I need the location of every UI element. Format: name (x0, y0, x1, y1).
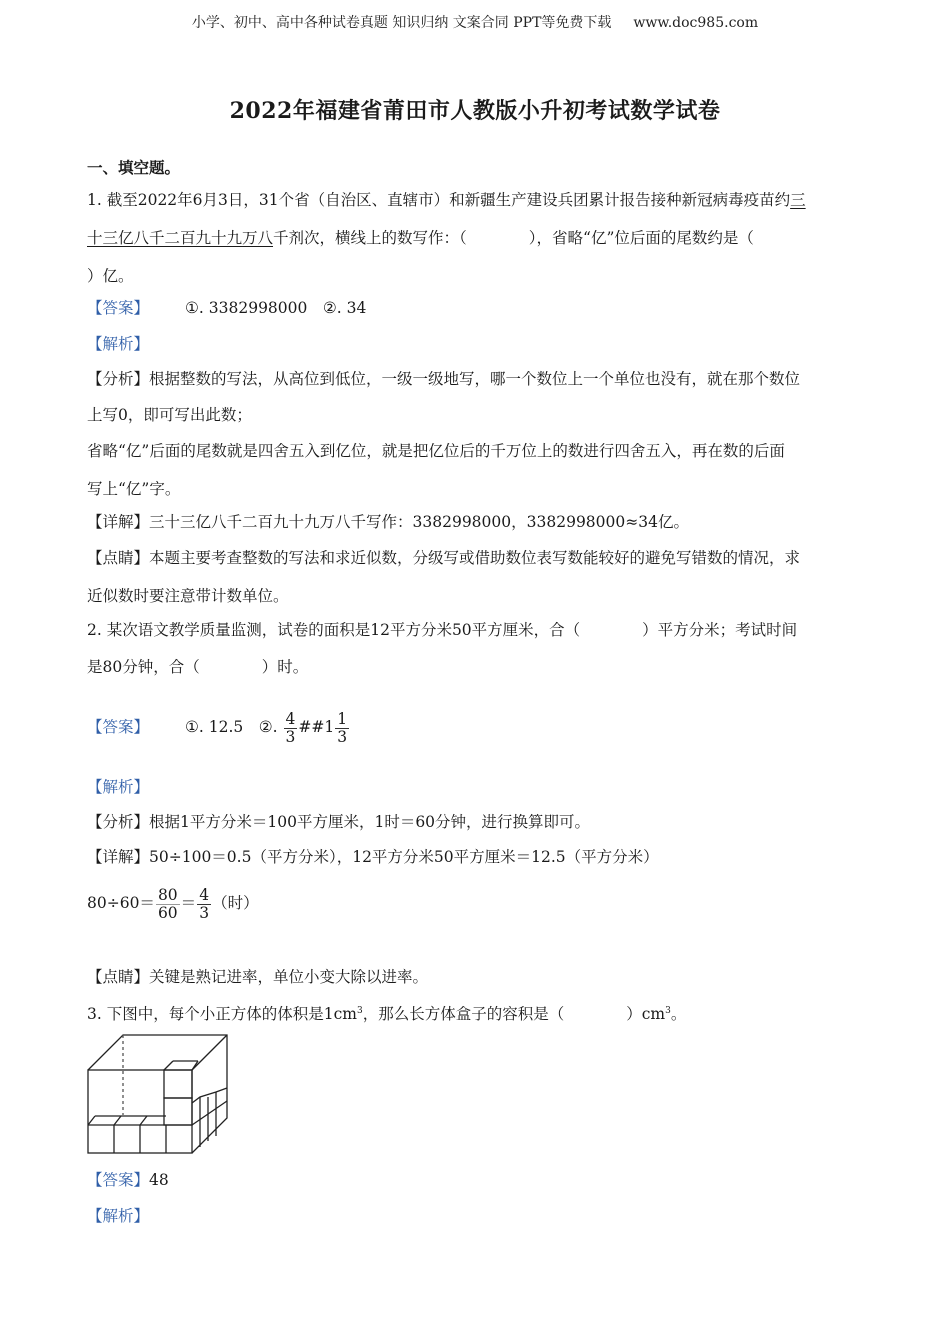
section-heading: 一、填空题。 (87, 158, 181, 177)
q2-fenxi: 【分析】根据1平方分米＝100平方厘米，1时＝60分钟，进行换算即可。 (87, 813, 591, 831)
q1-answer: 【答案】 ①. 3382998000 ②. 34 (87, 299, 367, 317)
q2-detail: 【详解】50÷100＝0.5（平方分米），12平方分米50平方厘米＝12.5（平方分米） (87, 848, 659, 866)
q2-answer: 【答案】 ①. 12.5 ②. $\frac{4}{3}$ ##1 $\frac{1}{3}$ (87, 710, 348, 746)
q1-fenxi-3: 省略“亿”后面的尾数就是四舍五入到亿位，就是把亿位后的千万位上的数进行四舍五入，再在数的后面 (87, 442, 785, 460)
q1-fenxi-1: 【分析】根据整数的写法，从高位到低位，一级一级地写，哪一个数位上一个单位也没有，就在那个数位 (87, 370, 801, 388)
calc-fraction-4-3: $\frac{4}{3}$ (199, 886, 210, 922)
q3-line1: 3. 下图中，每个小正方体的体积是$1cm^3$，那么长方体盒子的容积是（ ）$cm^3$。 (87, 1005, 687, 1024)
q2-line2: 是80分钟，合（ ）时。 (87, 658, 309, 676)
q2-calculation: 80÷60＝ $\frac{80}{60}$ ＝ $\frac{4}{3}$ （时） (87, 886, 259, 922)
q1-analysis-label: 【解析】 (87, 335, 150, 353)
q1-fenxi-2: 上写0，即可写出此数； (87, 406, 252, 424)
q2-answer-mixed-fraction: $\frac{1}{3}$ (337, 710, 348, 746)
q2-comment: 【点睛】关键是熟记进率，单位小变大除以进率。 (87, 968, 429, 986)
header-text: 小学、初中、高中各种试卷真题 知识归纳 文案合同 PPT等免费下载 (191, 15, 612, 31)
q1-comment-1: 【点睛】本题主要考查整数的写法和求近似数，分级写或借助数位表写数能较好的避免写错数的情况，求 (87, 549, 801, 567)
q1-line1: 1. 截至2022年6月3日，31个省（自治区、直辖市）和新疆生产建设兵团累计报告接种新冠病毒疫苗约三 (87, 191, 806, 209)
q2-answer-fraction: $\frac{4}{3}$ (285, 710, 296, 746)
q1-comment-2: 近似数时要注意带计数单位。 (87, 587, 289, 605)
calc-fraction-80-60: $\frac{80}{60}$ (157, 886, 178, 922)
page-title: 2022年福建省莆田市人教版小升初考试数学试卷 (229, 98, 721, 124)
q1-line2: 十三亿八千二百九十九万八千剂次，横线上的数写作：（ ），省略“亿”位后面的尾数约是（ (87, 229, 754, 247)
q2-line1: 2. 某次语文教学质量监测，试卷的面积是12平方分米50平方厘米，合（ ）平方分米；考试时间 (87, 621, 798, 639)
q3-analysis-label: 【解析】 (87, 1207, 150, 1225)
q2-analysis-label: 【解析】 (87, 778, 150, 796)
q3-answer: 【答案】48 (87, 1171, 169, 1189)
q1-detail: 【详解】三十三亿八千二百九十九万八千写作：3382998000，3382998000≈34亿。 (87, 513, 689, 531)
page-header (0, 12, 950, 32)
q1-line3: ）亿。 (87, 267, 134, 285)
cuboid-box-figure (86, 1033, 231, 1155)
header-site[interactable]: www.doc985.com (633, 15, 759, 31)
q1-fenxi-4: 写上“亿”字。 (87, 480, 181, 498)
